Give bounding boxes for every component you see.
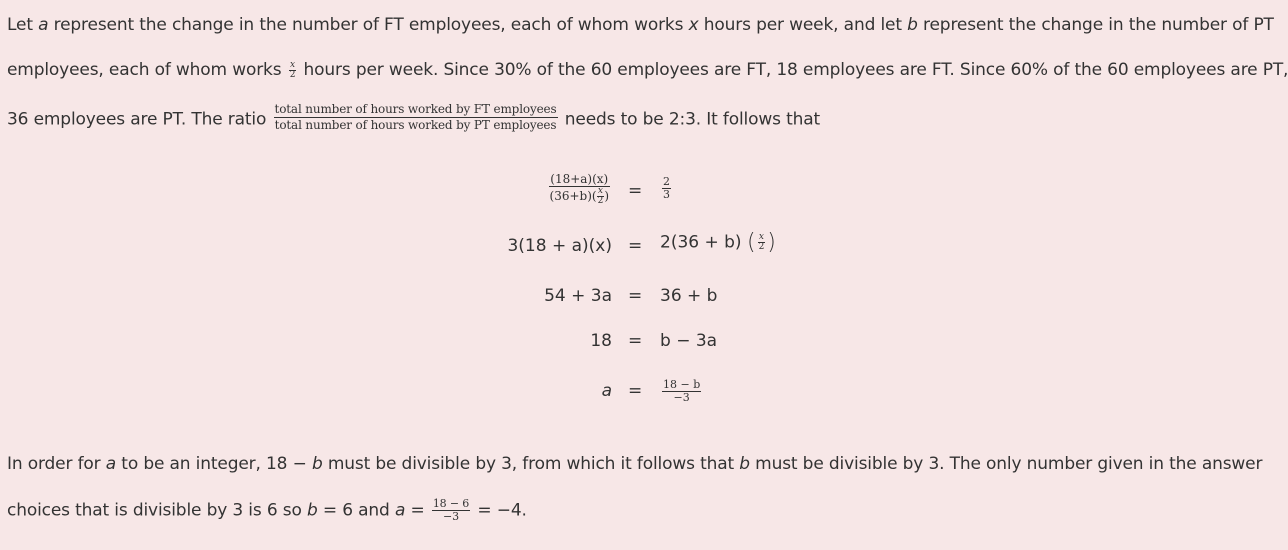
variable-x: x (688, 15, 699, 35)
explanation-line-3 (7, 104, 1282, 135)
fraction-numerator: 18 − 6 (432, 497, 470, 510)
text-segment: In order for (7, 454, 106, 474)
equals-sign: = (628, 331, 643, 351)
equals-sign: = (628, 236, 643, 256)
fraction-denominator: 2 (289, 69, 296, 80)
fraction-denominator: total number of hours worked by PT employees (274, 118, 557, 132)
explanation-line-1 (7, 15, 1282, 35)
text-segment: hours per week, and let (698, 15, 908, 35)
equation-row-1-lhs (547, 172, 612, 206)
fraction-numerator: 2 (663, 175, 670, 188)
equation-row-5-lhs (602, 381, 612, 401)
equation-row-4-lhs (590, 331, 612, 351)
equation-row-5-rhs (660, 379, 703, 404)
text-segment: employees, each of whom works (7, 60, 287, 80)
equals-sign: = (628, 181, 643, 201)
variable-b: b (311, 454, 323, 474)
text-segment: choices that is divisible by 3 is 6 so (7, 500, 307, 521)
text-segment: to be an integer, 18 − (116, 454, 312, 474)
fraction-numerator: (18+a)(x) (550, 172, 609, 186)
fraction-denominator: 3 (663, 188, 670, 201)
close-paren: ) (767, 230, 776, 255)
expression: 2(36 + b) (660, 232, 742, 253)
expression: 54 + 3a (544, 286, 612, 306)
text-segment: = 6 and (317, 500, 395, 521)
text-segment: = (405, 500, 430, 521)
text-segment: Let (7, 15, 39, 35)
equals-sign: = (628, 381, 643, 401)
fraction-numerator: x (290, 59, 295, 70)
variable-a: a (38, 15, 49, 35)
fraction-denominator: (36+b)( $\frac{x}{2}$ ) (549, 186, 609, 206)
text-segment: = −4. (472, 500, 527, 521)
text-segment: must be divisible by 3. The only number given in the answer (749, 454, 1263, 474)
fraction-denominator: −3 (443, 510, 459, 523)
expression: 18 (590, 331, 612, 351)
equation-row-3-rhs (660, 286, 717, 306)
equation-row-1-rhs (660, 176, 673, 201)
text-segment: hours per week. Since 30% of the 60 employees are FT, 18 employees are FT. Since 60% of the 60 employees are PT, (298, 60, 1288, 80)
explanation-line-2 (7, 59, 1288, 80)
variable-b: b (739, 454, 750, 474)
expression: 36 + b (660, 286, 718, 306)
fraction-denominator: 2 (597, 196, 604, 206)
fraction-numerator: x (597, 186, 603, 196)
fraction-numerator: x (758, 232, 764, 242)
expression: b − 3a (660, 331, 718, 351)
fraction-numerator: total number of hours worked by FT employees (274, 102, 557, 116)
variable-b: b (907, 15, 918, 35)
equation-row-2-rhs (660, 230, 776, 255)
text-segment: (36+b) (549, 189, 592, 203)
equals-sign: = (628, 286, 643, 306)
fraction-a-solution (662, 379, 701, 404)
equation-row-4-rhs (660, 331, 717, 351)
text-segment: must be divisible by 3, from which it follows that (322, 454, 740, 474)
fraction-x-over-2 (289, 61, 297, 80)
equation-row-3-lhs (544, 286, 612, 306)
variable-a: a (601, 381, 612, 401)
text-segment: represent the change in the number of FT employees, each of whom works (48, 15, 689, 35)
explanation-line-5 (7, 498, 1282, 523)
fraction-two-thirds (662, 176, 671, 201)
open-paren: ( (746, 230, 756, 255)
fraction-denominator: −3 (673, 391, 690, 404)
text-segment: 36 employees are PT. The ratio (7, 109, 272, 130)
expression: 3(18 + a)(x) (507, 236, 612, 256)
explanation-line-4 (7, 454, 1282, 474)
variable-b: b (306, 500, 318, 521)
fraction-x-over-2 (597, 187, 605, 206)
fraction-denominator: 2 (758, 242, 765, 252)
variable-a: a (105, 454, 117, 474)
variable-a: a (394, 500, 406, 521)
text-segment: represent the change in the number of PT (917, 15, 1274, 35)
fraction-numerator: 18 − b (663, 378, 701, 391)
fraction-final (432, 498, 470, 523)
fraction-x-over-2 (758, 233, 766, 252)
text-segment: needs to be 2:3. It follows that (559, 109, 821, 130)
hours-ratio-fraction (274, 102, 558, 133)
equation-row-2-lhs (507, 236, 612, 256)
fraction-lhs (549, 172, 610, 206)
